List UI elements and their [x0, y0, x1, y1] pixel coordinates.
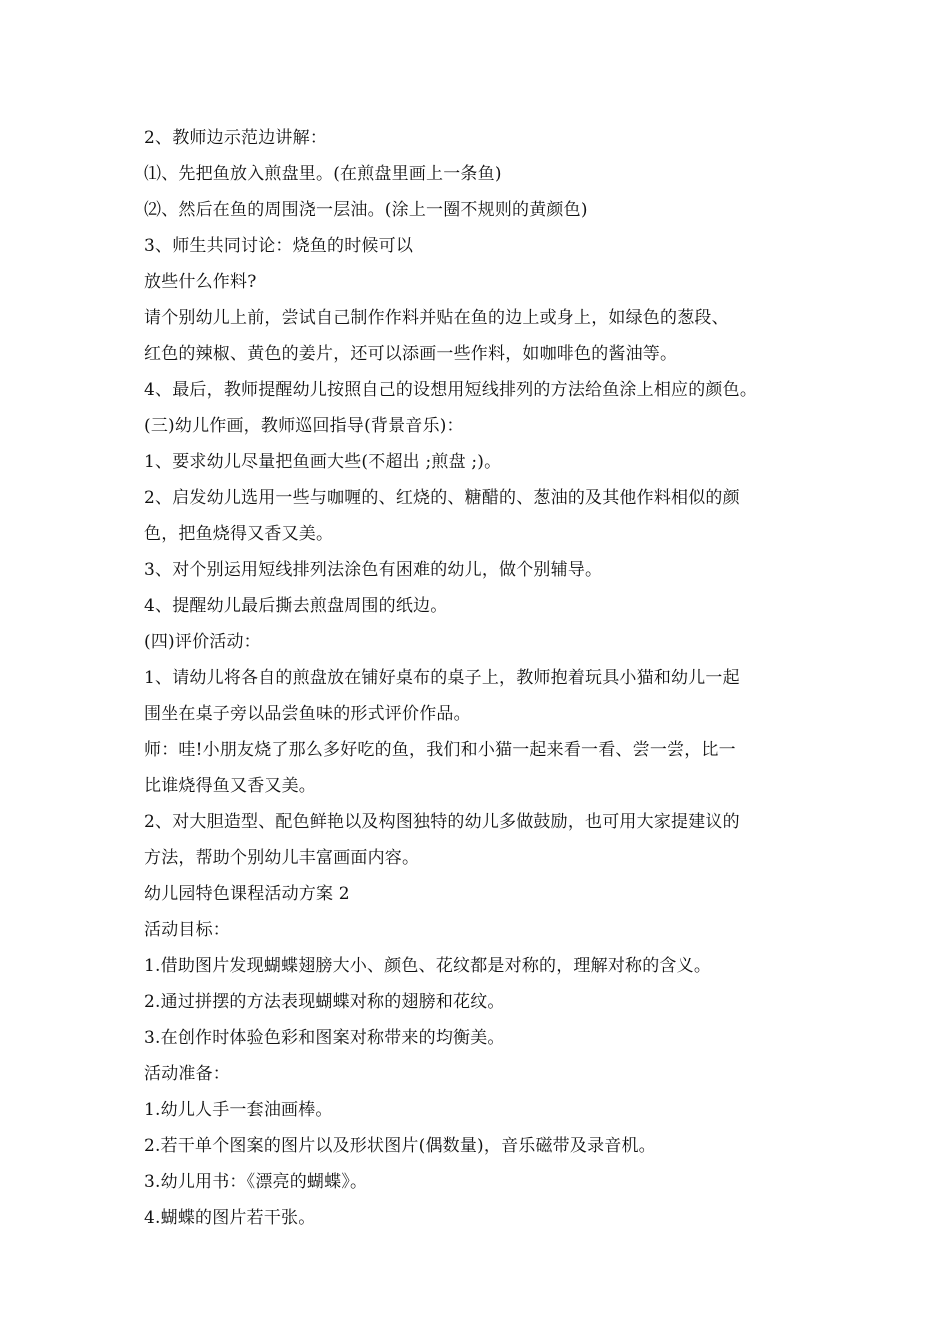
text-line: 放些什么作料? [144, 272, 257, 292]
section-heading: (三)幼儿作画，教师巡回指导(背景音乐)： [144, 416, 464, 436]
text-line: 方法，帮助个别幼儿丰富画面内容。 [144, 848, 420, 868]
text-line: 2、教师边示范边讲解： [144, 128, 328, 148]
text-line: 3、对个别运用短线排列法涂色有困难的幼儿，做个别辅导。 [144, 560, 603, 580]
text-line: 师：哇!小朋友烧了那么多好吃的鱼，我们和小猫一起来看一看、尝一尝，比一 [144, 740, 736, 760]
text-line: 2.若干单个图案的图片以及形状图片(偶数量)，音乐磁带及录音机。 [144, 1136, 656, 1156]
text-line: 1.借助图片发现蝴蝶翅膀大小、颜色、花纹都是对称的，理解对称的含义。 [144, 956, 712, 976]
text-line: 比谁烧得鱼又香又美。 [144, 776, 316, 796]
text-line: 请个别幼儿上前，尝试自己制作作料并贴在鱼的边上或身上，如绿色的葱段、 [144, 308, 729, 328]
document-title: 幼儿园特色课程活动方案 2 [144, 884, 350, 904]
section-heading: (四)评价活动： [144, 632, 261, 652]
text-line: ⑴、先把鱼放入煎盘里。(在煎盘里画上一条鱼) [144, 164, 502, 184]
text-line: 4、最后，教师提醒幼儿按照自己的设想用短线排列的方法给鱼涂上相应的颜色。 [144, 380, 758, 400]
text-line: 2、对大胆造型、配色鲜艳以及构图独特的幼儿多做鼓励，也可用大家提建议的 [144, 812, 740, 832]
text-line: 色，把鱼烧得又香又美。 [144, 524, 334, 544]
document-page [144, 120, 824, 1236]
text-line: 1、请幼儿将各自的煎盘放在铺好桌布的桌子上，教师抱着玩具小猫和幼儿一起 [144, 668, 740, 688]
text-line: 2、启发幼儿选用一些与咖喱的、红烧的、糖醋的、葱油的及其他作料相似的颜 [144, 488, 740, 508]
text-line: 4.蝴蝶的图片若干张。 [144, 1208, 316, 1228]
text-line: 3.在创作时体验色彩和图案对称带来的均衡美。 [144, 1028, 505, 1048]
text-line: 3.幼儿用书：《漂亮的蝴蝶》。 [144, 1172, 368, 1192]
text-line: ⑵、然后在鱼的周围浇一层油。(涂上一圈不规则的黄颜色) [144, 200, 588, 220]
text-line: 4、提醒幼儿最后撕去煎盘周围的纸边。 [144, 596, 448, 616]
text-line: 2.通过拼摆的方法表现蝴蝶对称的翅膀和花纹。 [144, 992, 505, 1012]
text-line: 1.幼儿人手一套油画棒。 [144, 1100, 333, 1120]
section-heading: 活动准备： [144, 1064, 230, 1084]
text-line: 红色的辣椒、黄色的姜片，还可以添画一些作料，如咖啡色的酱油等。 [144, 344, 678, 364]
text-line: 1、要求幼儿尽量把鱼画大些(不超出 ;煎盘 ;)。 [144, 452, 502, 472]
section-heading: 活动目标： [144, 920, 230, 940]
text-line: 3、师生共同讨论：烧鱼的时候可以 [144, 236, 414, 256]
text-line: 围坐在桌子旁以品尝鱼味的形式评价作品。 [144, 704, 471, 724]
